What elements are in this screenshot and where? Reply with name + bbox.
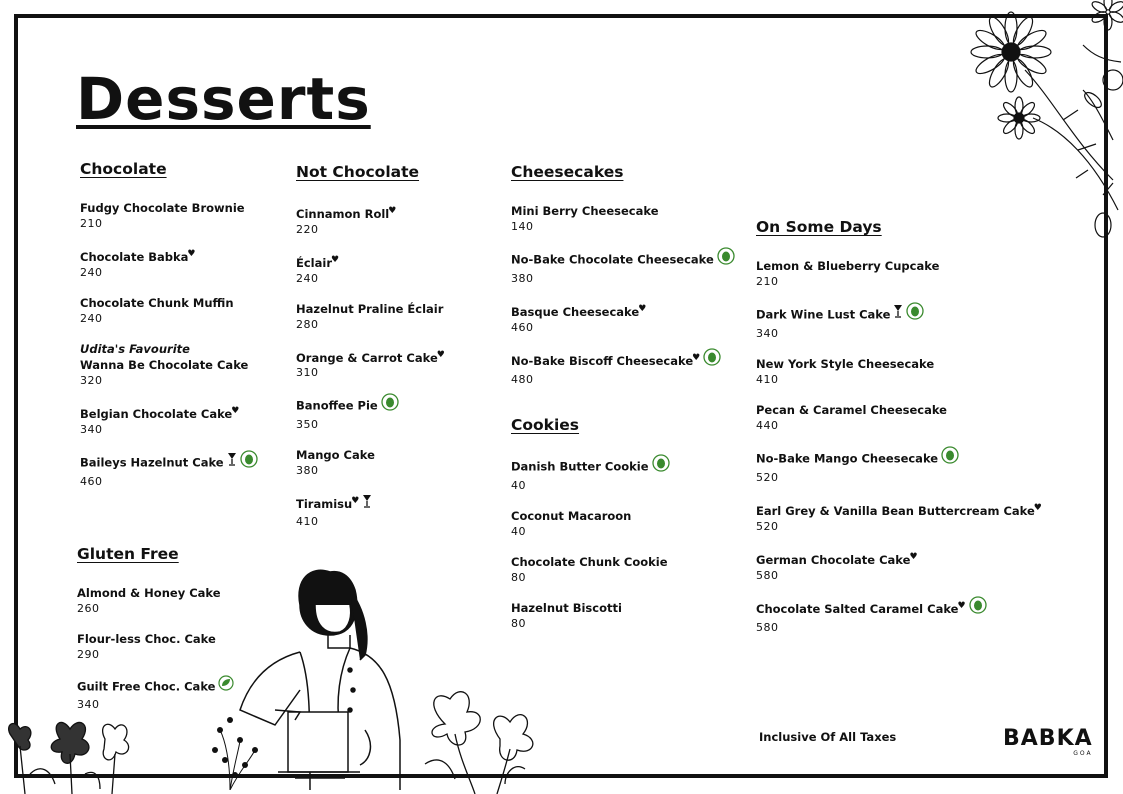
heart-icon: ♥ [331, 254, 340, 265]
item-name: Chocolate Babka [80, 249, 189, 264]
item-name-row [296, 447, 445, 463]
item-name-row [511, 508, 670, 524]
item-name-row [511, 456, 670, 478]
flower-illustration-bottom-center [405, 684, 545, 794]
item-name-row [296, 252, 445, 271]
item-name: Tiramisu [296, 497, 353, 512]
chef-illustration [200, 560, 420, 790]
item-name: Wanna Be Chocolate Cake [80, 357, 249, 372]
item-name: Basque Cheesecake [511, 304, 640, 319]
item-name: Chocolate Chunk Muffin [80, 295, 234, 310]
item-name-row [296, 301, 445, 317]
menu-item [511, 456, 670, 494]
item-name-row [756, 549, 1042, 568]
item-name: Cinnamon Roll [296, 206, 390, 221]
heart-icon: ♥ [436, 349, 445, 360]
section-chocolate [80, 160, 258, 504]
eggless-badge-icon [703, 348, 721, 370]
item-name-row [80, 452, 258, 474]
eggless-badge-icon [240, 450, 258, 472]
item-name-row [80, 200, 258, 216]
item-name: Banoffee Pie [296, 398, 378, 413]
item-price: 210 [756, 275, 779, 288]
menu-item [756, 500, 1042, 535]
item-price: 240 [80, 265, 103, 279]
item-note: Udita's Favourite [80, 341, 190, 356]
heart-icon: ♥ [957, 600, 966, 611]
item-name: Chocolate Chunk Cookie [511, 555, 668, 569]
menu-item [511, 600, 670, 632]
heart-icon: ♥ [351, 496, 360, 507]
item-price: 480 [511, 373, 534, 387]
item-name: Mango Cake [296, 448, 375, 463]
item-price: 210 [80, 217, 103, 230]
item-name: Hazelnut Biscotti [511, 601, 622, 615]
item-price: 520 [756, 519, 779, 533]
menu-item [296, 493, 445, 529]
eggless-badge-icon [906, 302, 924, 324]
item-name-row [296, 347, 445, 366]
item-name-row [511, 203, 735, 219]
item-price: 460 [80, 474, 103, 488]
item-price: 410 [756, 373, 779, 386]
item-name: New York Style Cheesecake [756, 357, 935, 371]
item-name: No-Bake Chocolate Cheesecake [511, 252, 714, 267]
menu-item [756, 598, 1042, 636]
item-name: Orange & Carrot Cake [296, 350, 438, 365]
item-name-row [80, 295, 258, 311]
item-name: Danish Butter Cookie [511, 459, 649, 474]
item-price: 260 [77, 602, 100, 615]
menu-item [511, 301, 735, 336]
item-name-row [511, 350, 735, 372]
menu-item [756, 549, 1042, 584]
item-name: Chocolate Salted Caramel Cake [756, 601, 959, 616]
item-price: 290 [77, 648, 100, 661]
item-name: Earl Grey & Vanilla Bean Buttercream Cake [756, 503, 1035, 518]
item-price: 320 [80, 373, 103, 387]
menu-item [80, 246, 258, 281]
item-name: German Chocolate Cake [756, 552, 911, 567]
menu-item [756, 402, 1042, 434]
item-name-row [511, 600, 670, 616]
menu-item [511, 203, 735, 235]
item-price: 310 [296, 366, 319, 380]
item-price: 580 [756, 620, 779, 634]
brand-logo [1003, 728, 1093, 757]
item-name: Éclair [296, 255, 332, 270]
item-price: 350 [296, 418, 319, 432]
item-name: No-Bake Mango Cheesecake [756, 451, 939, 466]
menu-item [80, 200, 258, 232]
item-price: 240 [296, 271, 319, 285]
menu-item [511, 554, 670, 586]
page-title: Desserts [76, 65, 371, 133]
wine-glass-icon [227, 452, 237, 470]
item-name-row [80, 403, 258, 422]
item-name-row [511, 249, 735, 271]
menu-item [296, 252, 445, 287]
item-price: 460 [511, 320, 534, 334]
section-title: Not Chocolate [296, 163, 420, 181]
item-price: 220 [296, 222, 319, 236]
item-price: 410 [296, 514, 319, 528]
menu-item [80, 452, 258, 490]
item-name-row [511, 301, 735, 320]
section-on-some-days [756, 218, 1042, 650]
item-name: Fudgy Chocolate Brownie [80, 201, 245, 215]
menu-item [756, 356, 1042, 388]
item-name-row [756, 304, 1042, 326]
menu-item [80, 295, 258, 327]
section-not-chocolate [296, 163, 445, 544]
menu-item [80, 403, 258, 438]
menu-item [511, 508, 670, 540]
item-price: 440 [756, 419, 779, 432]
heart-icon: ♥ [388, 206, 397, 216]
item-name: Flour-less Choc. Cake [77, 632, 216, 646]
item-name-row [756, 448, 1042, 470]
item-name: Pecan & Caramel Cheesecake [756, 403, 947, 417]
heart-icon: ♥ [1033, 503, 1042, 513]
section-title: Cookies [511, 416, 580, 434]
item-price: 380 [511, 272, 534, 285]
item-price: 40 [511, 479, 526, 492]
item-name: Almond & Honey Cake [77, 586, 221, 600]
item-name-row [80, 246, 258, 265]
item-name: No-Bake Biscoff Cheesecake [511, 353, 694, 368]
heart-icon: ♥ [638, 304, 647, 314]
section-cookies [511, 416, 670, 646]
item-name-row [296, 493, 445, 513]
eggless-badge-icon [969, 596, 987, 618]
item-price: 240 [80, 311, 103, 325]
menu-item [296, 447, 445, 479]
eggless-badge-icon [717, 247, 735, 269]
item-name-row [80, 357, 258, 373]
menu-item [296, 395, 445, 433]
item-name-row [296, 395, 445, 417]
item-name: Mini Berry Cheesecake [511, 204, 659, 218]
flower-illustration-bottom-left [0, 714, 140, 794]
eggless-badge-icon [381, 393, 399, 415]
menu-item [511, 249, 735, 287]
eggless-badge-icon [941, 446, 959, 468]
menu-item [756, 448, 1042, 486]
section-title: Gluten Free [77, 545, 179, 563]
item-name-row [756, 258, 1042, 274]
logo-subtext: GOA [1073, 750, 1093, 757]
item-name: Hazelnut Praline Éclair [296, 301, 444, 316]
item-name-row [296, 203, 445, 222]
item-name: Guilt Free Choc. Cake [77, 679, 216, 694]
item-name: Baileys Hazelnut Cake [80, 455, 224, 470]
section-title: Cheesecakes [511, 163, 624, 181]
item-price: 340 [756, 327, 779, 340]
flower-illustration-top-right [963, 0, 1123, 250]
item-price: 340 [80, 422, 103, 436]
item-name-row [756, 356, 1042, 372]
item-name: Coconut Macaroon [511, 509, 632, 523]
eggless-badge-icon [652, 454, 670, 476]
section-cheesecakes [511, 163, 735, 402]
item-price: 380 [296, 464, 319, 478]
section-title: On Some Days [756, 218, 882, 236]
item-name: Dark Wine Lust Cake [756, 307, 891, 322]
heart-icon: ♥ [909, 551, 918, 562]
item-price: 140 [511, 220, 534, 233]
item-price: 520 [756, 471, 779, 484]
menu-item [296, 203, 445, 238]
heart-icon: ♥ [187, 249, 196, 259]
wine-glass-icon [893, 304, 903, 322]
menu-item [756, 258, 1042, 290]
menu-item [296, 347, 445, 382]
item-name-row [756, 402, 1042, 418]
menu-item [756, 304, 1042, 342]
item-price: 80 [511, 617, 526, 630]
section-title: Chocolate [80, 160, 167, 178]
item-price: 340 [77, 698, 100, 711]
item-name: Lemon & Blueberry Cupcake [756, 259, 940, 273]
wine-glass-icon [362, 494, 372, 512]
item-price: 580 [756, 568, 779, 582]
item-price: 80 [511, 571, 526, 584]
heart-icon: ♥ [692, 352, 701, 363]
menu-item [296, 301, 445, 333]
logo-text: BABKA [1003, 726, 1093, 751]
heart-icon: ♥ [231, 405, 240, 416]
item-price: 40 [511, 525, 526, 538]
item-price: 280 [296, 317, 319, 331]
menu-item [80, 341, 258, 389]
item-name-row [756, 598, 1042, 620]
item-name-row [511, 554, 670, 570]
item-name-row [756, 500, 1042, 519]
item-name: Belgian Chocolate Cake [80, 406, 233, 421]
taxes-note: Inclusive Of All Taxes [759, 730, 897, 744]
menu-item [511, 350, 735, 388]
